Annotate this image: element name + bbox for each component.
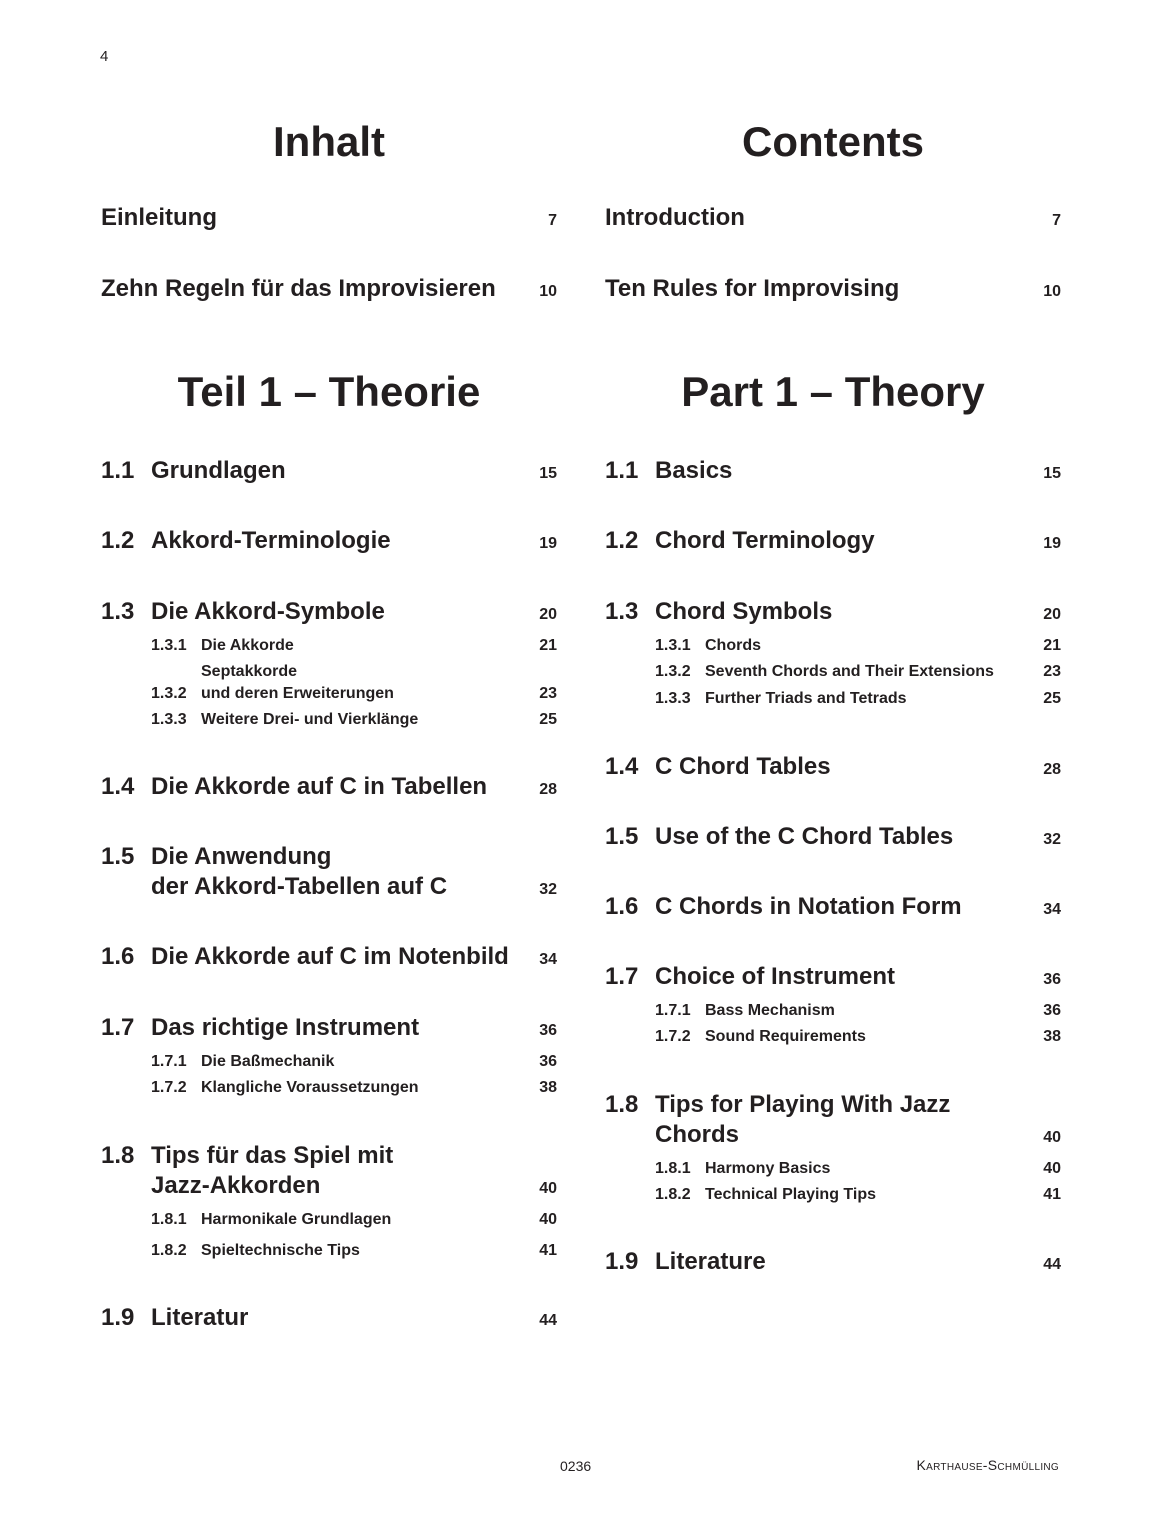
- subentry-title: Bass Mechanism: [705, 1002, 835, 1019]
- toc-entry: [605, 1247, 1061, 1277]
- subentry-page: 25: [539, 711, 557, 728]
- toc-subentry: [655, 635, 1061, 657]
- subentry-number: 1.3.1: [655, 637, 691, 654]
- entry-title-line: der Akkord-Tabellen auf C: [151, 873, 448, 900]
- toc-intro-entry: [101, 204, 557, 232]
- toc-intro-entry: [605, 204, 1061, 232]
- entry-page: 32: [539, 881, 557, 898]
- toc-entry: [605, 822, 1061, 852]
- entry-title: Literature: [655, 1248, 766, 1275]
- toc-subentry: [655, 688, 1061, 710]
- subentry-page: 21: [1043, 637, 1061, 654]
- toc-subentry: [151, 1209, 557, 1231]
- entry-page: 36: [539, 1022, 557, 1039]
- entry-page: 34: [539, 951, 557, 968]
- entry-title: Choice of Instrument: [655, 963, 896, 990]
- toc-subentry: [655, 1000, 1061, 1022]
- toc-entry: [101, 942, 557, 972]
- toc-intro-entry: [605, 275, 1061, 303]
- subentry-title: Technical Playing Tips: [705, 1186, 877, 1203]
- toc-subentry: [151, 1077, 557, 1099]
- footer-catalog-code: 0236: [560, 1458, 592, 1474]
- entry-title: Introduction: [605, 204, 745, 231]
- entry-page: 19: [539, 535, 557, 552]
- subentry-number: 1.8.2: [151, 1242, 187, 1259]
- subentry-number: 1.3.2: [151, 685, 187, 702]
- entry-title: Die Akkorde auf C in Tabellen: [151, 773, 488, 800]
- entry-title: Basics: [655, 457, 733, 484]
- entry-page: 15: [1043, 465, 1061, 482]
- toc-heading: Inhalt: [273, 118, 385, 165]
- entry-number: 1.1: [605, 457, 639, 484]
- part-heading: Teil 1 – Theorie: [177, 368, 481, 415]
- toc-subentry: [655, 1184, 1061, 1206]
- subentry-number: 1.7.2: [655, 1028, 691, 1045]
- toc-entry: [605, 962, 1061, 992]
- entry-title-line: Chords: [655, 1121, 739, 1148]
- toc-entry: [101, 772, 557, 802]
- entry-number: 1.8: [605, 1091, 639, 1118]
- toc-entry: [101, 842, 557, 902]
- subentry-number: 1.7.1: [151, 1053, 187, 1070]
- entry-title-line: Die Anwendung: [151, 843, 332, 870]
- entry-page: 20: [539, 606, 557, 623]
- entry-title: C Chord Tables: [655, 753, 831, 780]
- toc-subentry: [655, 661, 1061, 683]
- entry-number: 1.9: [605, 1248, 639, 1275]
- entry-page: 19: [1043, 535, 1061, 552]
- entry-number: 1.3: [605, 598, 639, 625]
- toc-subentry: [655, 1026, 1061, 1048]
- entry-number: 1.9: [101, 1304, 135, 1331]
- entry-page: 20: [1043, 606, 1061, 623]
- subentry-title: Die Baßmechanik: [201, 1053, 335, 1070]
- subentry-title: Harmonikale Grundlagen: [201, 1211, 392, 1228]
- entry-page: 40: [1043, 1129, 1061, 1146]
- subentry-number: 1.3.3: [655, 690, 691, 707]
- subentry-page: 36: [539, 1053, 557, 1070]
- toc-entry: [605, 597, 1061, 627]
- subentry-number: 1.8.2: [655, 1186, 691, 1203]
- subentry-page: 40: [1043, 1160, 1061, 1177]
- entry-number: 1.2: [605, 527, 639, 554]
- entry-title-line: Jazz-Akkorden: [151, 1172, 321, 1199]
- subentry-title: Further Triads and Tetrads: [705, 690, 907, 707]
- entry-number: 1.5: [605, 823, 639, 850]
- subentry-page: 25: [1043, 690, 1061, 707]
- toc-entry: [101, 597, 557, 627]
- subentry-title: Harmony Basics: [705, 1160, 831, 1177]
- toc-entry: [605, 1090, 1061, 1150]
- toc-entry: [605, 892, 1061, 922]
- entry-number: 1.1: [101, 457, 135, 484]
- subentry-page: 23: [539, 685, 557, 702]
- toc-entry: [605, 456, 1061, 486]
- entry-number: 1.5: [101, 843, 135, 870]
- entry-title: Use of the C Chord Tables: [655, 823, 954, 850]
- entry-title: Die Akkorde auf C im Notenbild: [151, 943, 509, 970]
- entry-title: Akkord-Terminologie: [151, 527, 391, 554]
- subentry-title: [201, 661, 531, 705]
- entry-title: Chord Terminology: [655, 527, 875, 554]
- toc-entry: [605, 752, 1061, 782]
- entry-page: 44: [539, 1312, 557, 1329]
- toc-entry: [101, 526, 557, 556]
- footer-publisher: Karthause-Schmülling: [916, 1457, 1059, 1473]
- entry-number: 1.7: [605, 963, 639, 990]
- subentry-title: Sound Requirements: [705, 1028, 866, 1045]
- entry-title: Grundlagen: [151, 457, 286, 484]
- part-heading: Part 1 – Theory: [681, 368, 985, 415]
- toc-intro-entry: [101, 275, 557, 303]
- entry-title: [151, 1141, 531, 1201]
- entry-title: Das richtige Instrument: [151, 1014, 420, 1041]
- entry-title-line: Tips für das Spiel mit: [151, 1142, 394, 1169]
- toc-subentry: [151, 661, 557, 705]
- toc-entry: [101, 1141, 557, 1201]
- toc-entry: [605, 526, 1061, 556]
- entry-title: Ten Rules for Improvising: [605, 275, 900, 302]
- entry-number: 1.4: [605, 753, 639, 780]
- entry-number: 1.4: [101, 773, 135, 800]
- entry-number: 1.6: [101, 943, 135, 970]
- subentry-page: 38: [1043, 1028, 1061, 1045]
- entry-page: 34: [1043, 901, 1061, 918]
- subentry-number: 1.3.2: [655, 663, 691, 680]
- subentry-page: 38: [539, 1079, 557, 1096]
- entry-title: Zehn Regeln für das Improvisieren: [101, 275, 496, 302]
- entry-title: Chord Symbols: [655, 598, 833, 625]
- entry-title: Die Akkord-Symbole: [151, 598, 385, 625]
- subentry-page: 23: [1043, 663, 1061, 680]
- entry-title: Literatur: [151, 1304, 249, 1331]
- subentry-title: Chords: [705, 637, 761, 654]
- entry-number: 1.3: [101, 598, 135, 625]
- entry-page: 28: [1043, 761, 1061, 778]
- subentry-page: 41: [539, 1242, 557, 1259]
- entry-number: 1.2: [101, 527, 135, 554]
- toc-entry: [101, 456, 557, 486]
- entry-number: 1.6: [605, 893, 639, 920]
- entry-page: 40: [539, 1180, 557, 1197]
- subentry-number: 1.3.1: [151, 637, 187, 654]
- subentry-number: 1.7.1: [655, 1002, 691, 1019]
- entry-title: [655, 1090, 1035, 1150]
- subentry-number: 1.7.2: [151, 1079, 187, 1096]
- page-number: 4: [100, 48, 109, 65]
- entry-page: 7: [1052, 212, 1061, 229]
- subentry-number: 1.3.3: [151, 711, 187, 728]
- entry-page: 10: [539, 283, 557, 300]
- toc-subentry: [655, 1158, 1061, 1180]
- entry-page: 44: [1043, 1256, 1061, 1273]
- subentry-title: Seventh Chords and Their Extensions: [705, 663, 994, 680]
- entry-page: 36: [1043, 971, 1061, 988]
- subentry-page: 41: [1043, 1186, 1061, 1203]
- toc-subentry: [151, 709, 557, 731]
- entry-title: [151, 842, 531, 902]
- entry-page: 15: [539, 465, 557, 482]
- toc-subentry: [151, 635, 557, 657]
- subentry-page: 21: [539, 637, 557, 654]
- toc-entry: [101, 1303, 557, 1333]
- subentry-title-line: und deren Erweiterungen: [201, 685, 394, 702]
- entry-number: 1.7: [101, 1014, 135, 1041]
- toc-subentry: [151, 1051, 557, 1073]
- entry-number: 1.8: [101, 1142, 135, 1169]
- entry-page: 7: [548, 212, 557, 229]
- subentry-title: Weitere Drei- und Vierklänge: [201, 711, 419, 728]
- toc-entry: [101, 1013, 557, 1043]
- subentry-number: 1.8.1: [151, 1211, 187, 1228]
- subentry-title: Die Akkorde: [201, 637, 294, 654]
- subentry-title: Spieltechnische Tips: [201, 1242, 360, 1259]
- subentry-number: 1.8.1: [655, 1160, 691, 1177]
- toc-heading: Contents: [742, 118, 924, 165]
- subentry-page: 40: [539, 1211, 557, 1228]
- toc-subentry: [151, 1240, 557, 1262]
- subentry-page: 36: [1043, 1002, 1061, 1019]
- entry-title: Einleitung: [101, 204, 217, 231]
- entry-page: 28: [539, 781, 557, 798]
- entry-page: 32: [1043, 831, 1061, 848]
- subentry-title-line: Septakkorde: [201, 663, 298, 680]
- entry-title-line: Tips for Playing With Jazz: [655, 1091, 951, 1118]
- entry-page: 10: [1043, 283, 1061, 300]
- subentry-title: Klangliche Voraussetzungen: [201, 1079, 419, 1096]
- entry-title: C Chords in Notation Form: [655, 893, 962, 920]
